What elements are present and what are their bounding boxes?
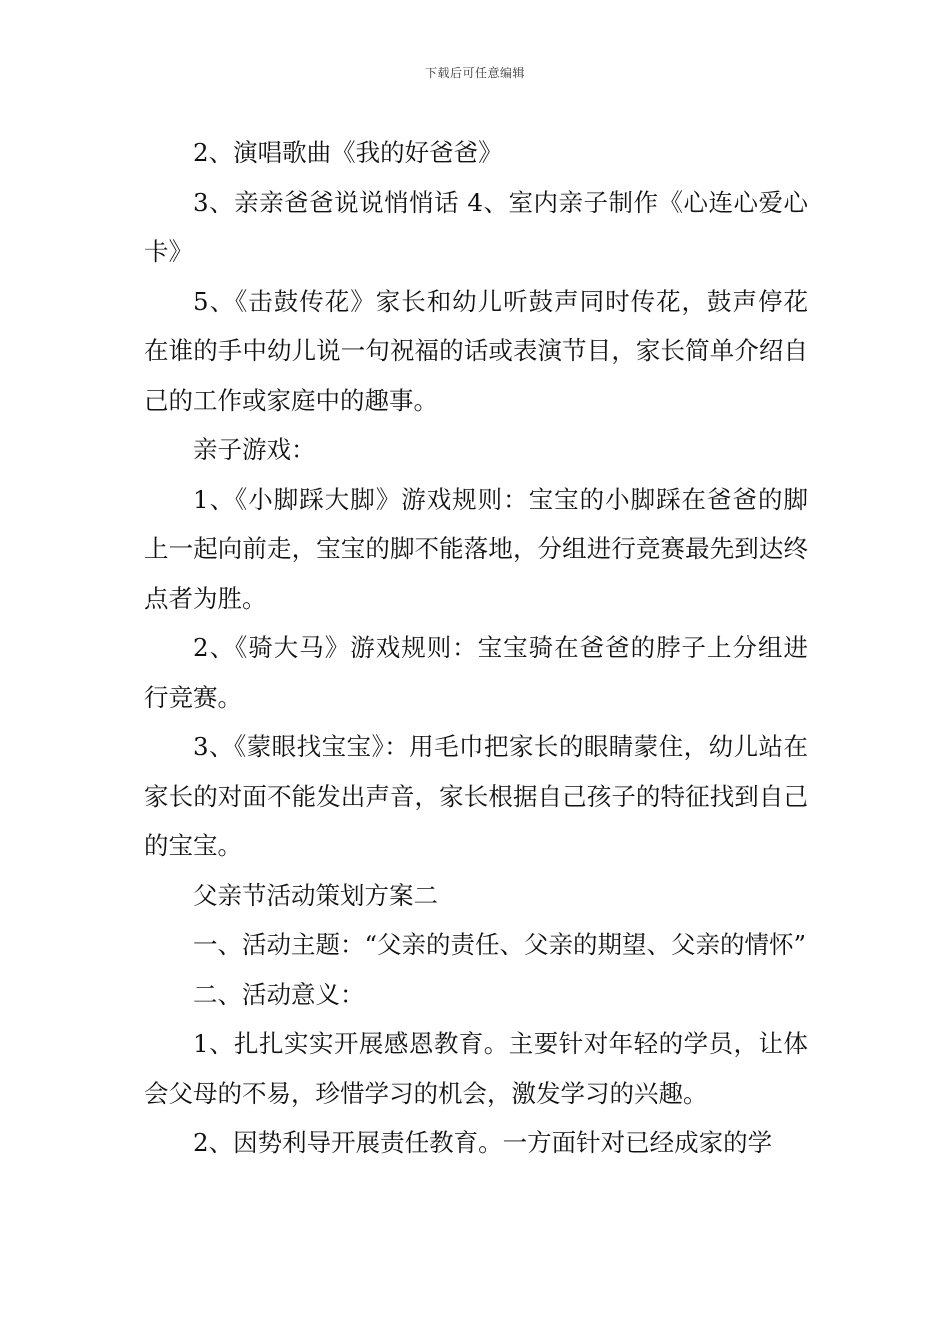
paragraph-game-blindfold: 3、《蒙眼找宝宝》：用毛巾把家长的眼睛蒙住，幼儿站在家长的对面不能发出声音，家长根据自己孩子的特征找到自己的宝宝。: [144, 732, 808, 860]
paragraph-activity-theme: 一、活动主题：“父亲的责任、父亲的期望、父亲的情怀”: [193, 930, 807, 959]
document-body: [144, 128, 808, 1168]
paragraph-game-ride-horse: 2、《骑大马》游戏规则：宝宝骑在爸爸的脖子上分组进行竞赛。: [144, 633, 808, 712]
paragraph-sing-song: 2、演唱歌曲《我的好爸爸》: [193, 138, 503, 167]
paragraph-game-small-feet: 1、《小脚踩大脚》游戏规则：宝宝的小脚踩在爸爸的脚上一起向前走，宝宝的脚不能落地，分组进行竞赛最先到达终点者为胜。: [144, 484, 808, 613]
paragraph-pass-flower-game: 5、《击鼓传花》家长和幼儿听鼓声同时传花，鼓声停花在谁的手中幼儿说一句祝福的话或表演节目，家长简单介绍自己的工作或家庭中的趣事。: [144, 286, 808, 415]
paragraph-whisper-and-card: 3、亲亲爸爸说说悄悄话 4、室内亲子制作《心连心爱心卡》: [144, 187, 808, 266]
section-heading-activity-meaning: 二、活动意义：: [193, 979, 365, 1009]
paragraph-responsibility-education: 2、因势利导开展责任教育。一方面针对已经成家的学: [193, 1128, 773, 1157]
paragraph-gratitude-education: 1、扎扎实实开展感恩教育。主要针对年轻的学员，让体会父母的不易，珍惜学习的机会，激发学习的兴趣。: [144, 1029, 808, 1108]
section-heading-plan-two: 父亲节活动策划方案二: [193, 880, 438, 910]
section-heading-parent-child-games: 亲子游戏：: [193, 435, 316, 464]
page-header: 下载后可任意编辑: [424, 66, 525, 80]
